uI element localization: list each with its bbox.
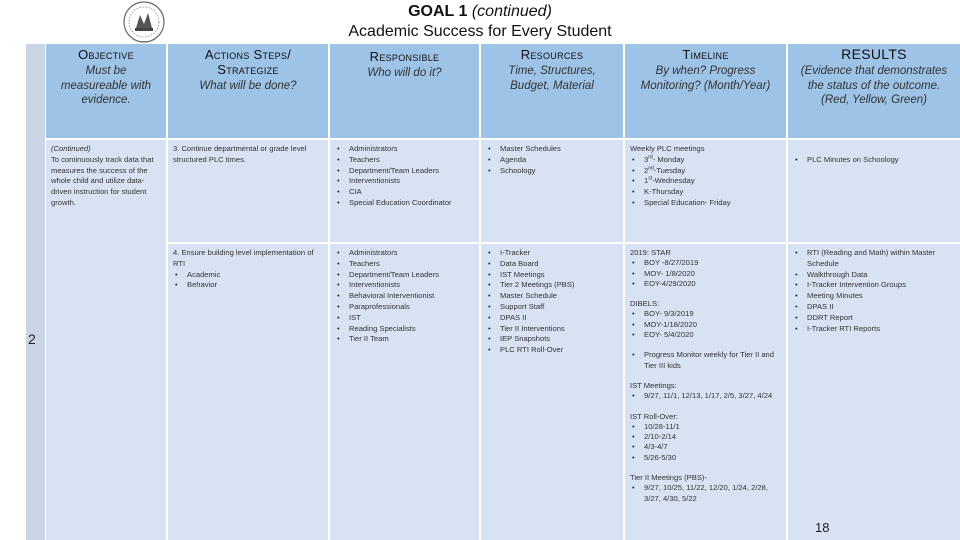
list-item: • Administrators (335, 144, 474, 155)
list-item: • Tier 2 Meetings (PBS) (486, 280, 618, 291)
list-item: • I-Tracker Intervention Groups (793, 280, 955, 291)
list-item: • IST Meetings (486, 270, 618, 281)
list-item: • 2/10-2/14 (630, 432, 781, 442)
progress-list (630, 350, 781, 371)
row2-responsible-list (335, 248, 474, 345)
list-item: • Tier II Interventions (486, 324, 618, 335)
tier2-title: Tier II Meetings (PBS)- (630, 473, 707, 483)
row2-action-list (173, 270, 323, 292)
header-actions-sub: What will be done? (199, 80, 297, 92)
header-resources-sub: Time, Structures, Budget, Material (508, 65, 596, 92)
header-responsible-sub: Who will do it? (367, 67, 442, 79)
header-results (788, 44, 960, 138)
list-item: • PLC RTI Roll-Over (486, 345, 618, 356)
list-item: • 1st-Wednesday (630, 176, 781, 187)
header-results-title: RESULTS (841, 46, 907, 62)
dibels-list (630, 309, 781, 340)
row1-action: 3. Continue departmental or grade level structured PLC times. (173, 144, 307, 164)
row1-responsible-cell (330, 138, 481, 242)
list-item: • Teachers (335, 155, 474, 166)
list-item: • Agenda (486, 155, 618, 166)
rollover-list (630, 422, 781, 463)
header-objective (46, 44, 168, 138)
row1-responsible-list (335, 144, 474, 209)
list-item: • Schoology (486, 166, 618, 177)
list-item: • Master Schedule (486, 291, 618, 302)
header-resources (481, 44, 625, 138)
list-item: • 9/27, 11/1, 12/13, 1/17, 2/5, 3/27, 4/24 (630, 391, 781, 401)
header-timeline-title: Timeline (682, 47, 729, 62)
list-item: • Department/Team Leaders (335, 166, 474, 177)
row2-action-cell (168, 242, 330, 540)
ist-list (630, 391, 781, 401)
rollover-title: IST Roll-Over: (630, 411, 678, 421)
list-item: • CIA (335, 187, 474, 198)
list-item: • Special Education Coordinator (335, 198, 474, 209)
list-item: • MOY- 1/8/2020 (630, 269, 781, 279)
list-item: • Special Education- Friday (630, 198, 781, 209)
row1-resources-list (486, 144, 618, 176)
row1-results-cell (788, 138, 960, 242)
header-actions (168, 44, 330, 138)
row1-timeline-cell (625, 138, 788, 242)
tier2-list (630, 483, 781, 504)
objective-cell (46, 138, 168, 540)
row2-timeline-cell (625, 242, 788, 540)
row2-action: 4. Ensure building level implementation of RTI (173, 248, 314, 268)
list-item: • IEP Snapshots (486, 334, 618, 345)
list-item: • DPAS II (486, 313, 618, 324)
header-timeline (625, 44, 788, 138)
list-item: • EOY-4/29/2020 (630, 279, 781, 289)
list-item: • 2nd-Tuesday (630, 166, 781, 177)
list-item: • BOY -8/27/2019 (630, 258, 781, 268)
continued-label: (continued) (471, 3, 552, 20)
list-item: • I-Tracker RTI Reports (793, 324, 955, 335)
list-item: • Support Staff (486, 302, 618, 313)
row2-resources-cell (481, 242, 625, 540)
list-item: • Progress Monitor weekly for Tier II and Tier III kids (630, 350, 781, 371)
list-item: • 4/3-4/7 (630, 442, 781, 452)
list-item: • DPAS II (793, 302, 955, 313)
header-responsible (330, 44, 481, 138)
list-item: • Data Board (486, 259, 618, 270)
row1-resources-cell (481, 138, 625, 242)
list-item: • Department/Team Leaders (335, 270, 474, 281)
page-number: 18 (815, 520, 830, 535)
list-item: • Walkthrough Data (793, 270, 955, 281)
list-item: • Interventionists (335, 280, 474, 291)
list-item: • Teachers (335, 259, 474, 270)
list-item: • PLC Minutes on Schoology (793, 155, 955, 166)
list-item: • 9/27, 10/25, 11/22, 12/20, 1/24, 2/28, 3/27, 4/30, 5/22 (630, 483, 781, 504)
page-subtitle: Academic Success for Every Student (348, 23, 612, 40)
list-item: • Master Schedules (486, 144, 618, 155)
row2-results-cell (788, 242, 960, 540)
list-item: • Behavior (173, 280, 323, 291)
list-item: • IST (335, 313, 474, 324)
row2-resources-list (486, 248, 618, 356)
header-actions-title: Actions Steps/ Strategize (204, 47, 292, 77)
header-objective-sub: Must be measureable with evidence. (60, 65, 152, 106)
page-title (0, 3, 960, 21)
header-timeline-sub: By when? Progress Monitoring? (Month/Year) (640, 65, 771, 92)
list-item: • Reading Specialists (335, 324, 474, 335)
row1-action-cell (168, 138, 330, 242)
list-item: • RTI (Reading and Math) within Master Schedule (793, 248, 955, 270)
list-item: • Tier II Team (335, 334, 474, 345)
row2-results-list (793, 248, 955, 334)
header-resources-title: Resources (520, 47, 584, 62)
objective-continued: (Continued) (51, 144, 91, 153)
list-item: • BOY- 9/3/2019 (630, 309, 781, 319)
list-item: • Paraprofessionals (335, 302, 474, 313)
list-item: • MOY-1/18/2020 (630, 320, 781, 330)
row1-timeline-title: Weekly PLC meetings (630, 144, 705, 153)
row-label-strip (26, 44, 46, 540)
list-item: • 3rd- Monday (630, 155, 781, 166)
list-item: • EOY- 5/4/2020 (630, 330, 781, 340)
ist-title: IST Meetings: (630, 380, 677, 390)
dibels-title: DIBELS: (630, 299, 660, 309)
list-item: • Academic (173, 270, 323, 281)
list-item: • I-Tracker (486, 248, 618, 259)
row1-timeline-list (630, 155, 781, 209)
list-item: • Administrators (335, 248, 474, 259)
row-number: 2 (28, 331, 36, 347)
header-results-sub: (Evidence that demonstrates the status of the outcome. (Red, Yellow, Green) (800, 65, 948, 106)
header-objective-title: Objective (78, 47, 134, 62)
objective-text: To continuously track data that measures the success of the whole child and utilize data-driven instruction for student growth. (51, 154, 154, 207)
list-item: • 10/28-11/1 (630, 422, 781, 432)
list-item: • Behavioral Interventionist (335, 291, 474, 302)
star-list (630, 258, 781, 289)
goal-label: GOAL 1 (408, 3, 468, 20)
list-item: • Meeting Minutes (793, 291, 955, 302)
list-item: • K-Thursday (630, 187, 781, 198)
header-responsible-title: Responsible (369, 49, 440, 64)
list-item: • DDRT Report (793, 313, 955, 324)
list-item: • 5/26-5/30 (630, 453, 781, 463)
row1-results-list (793, 155, 955, 166)
row2-responsible-cell (330, 242, 481, 540)
list-item: • Interventionists (335, 176, 474, 187)
star-title: 2019: STAR (630, 248, 671, 257)
